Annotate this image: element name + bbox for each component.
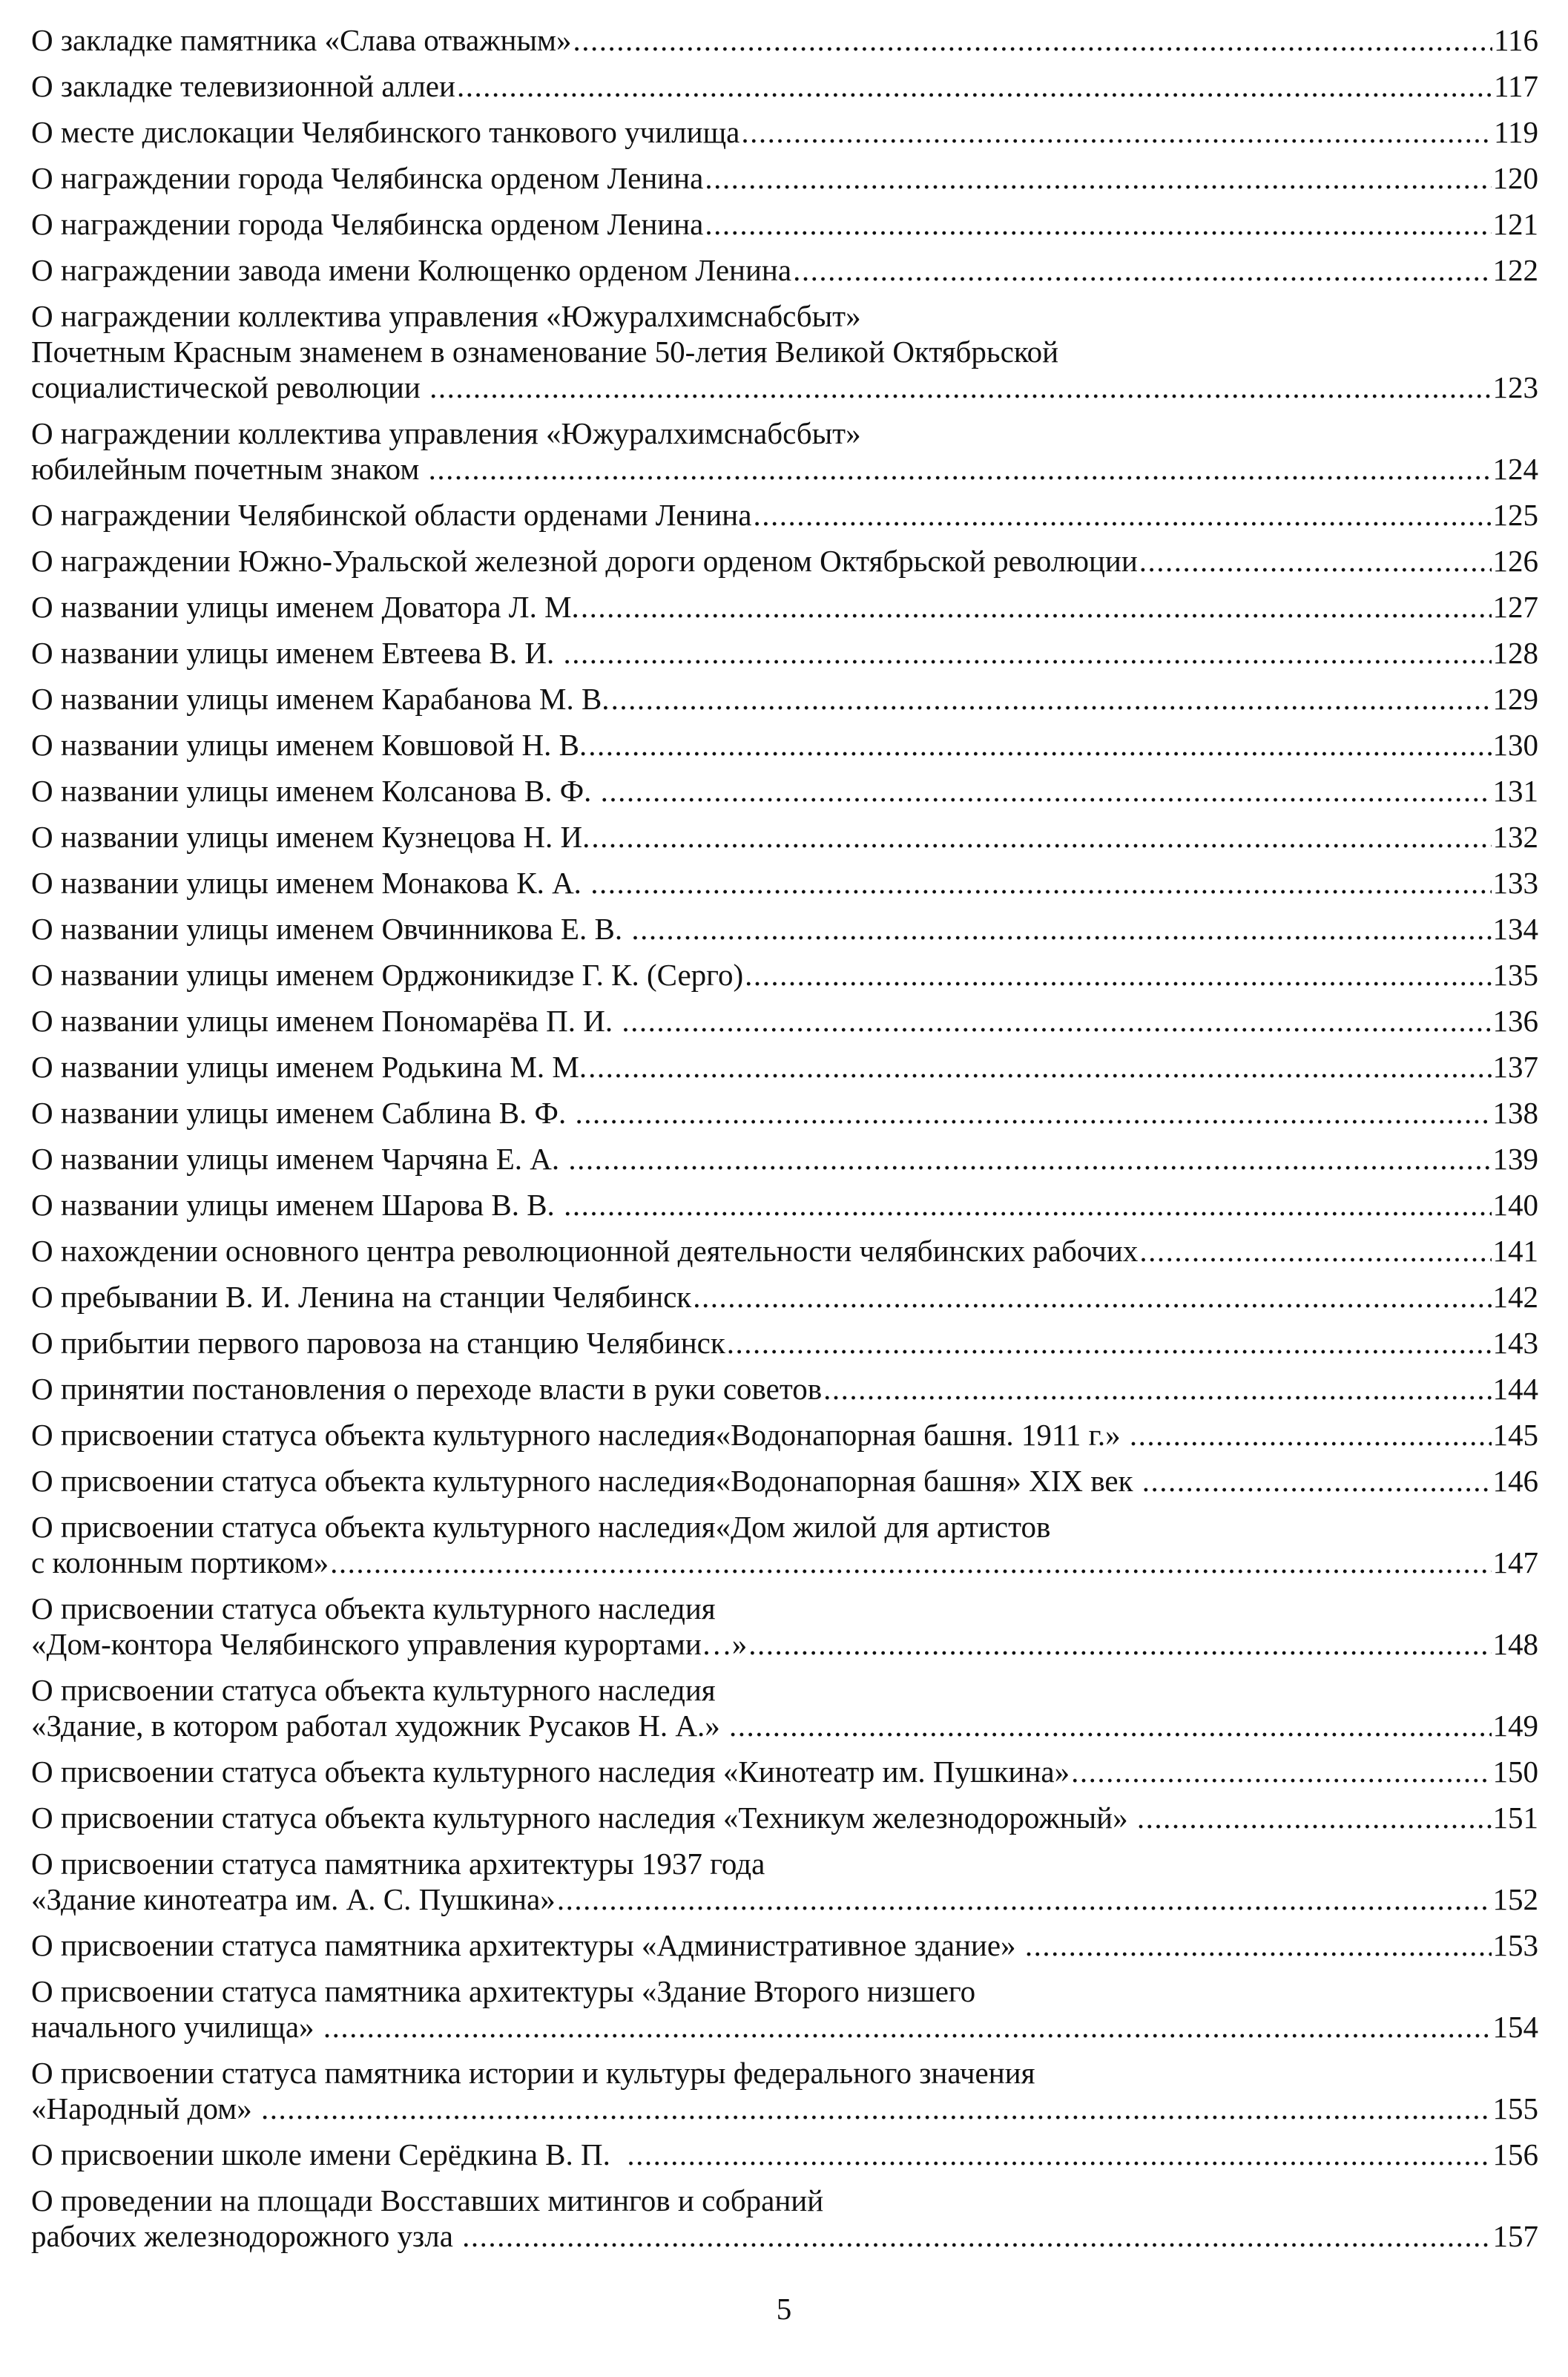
toc-entry: [31, 1095, 1538, 1131]
dot-leader: [1142, 1463, 1492, 1499]
toc-page-number: 134: [1492, 912, 1538, 946]
dot-leader: [563, 635, 1491, 671]
toc-page-number: 121: [1492, 207, 1538, 241]
dot-leader: [568, 1141, 1491, 1177]
toc-page-number: 148: [1492, 1627, 1538, 1661]
toc-entry-title: О названии улицы именем Карабанова М. В.: [31, 682, 610, 716]
dot-leader: [588, 1049, 1491, 1085]
toc-page-number: 119: [1494, 115, 1538, 149]
toc-entry-title: О названии улицы именем Саблина В. Ф.: [31, 1096, 574, 1130]
toc-entry-title: О названии улицы именем Евтеева В. И.: [31, 636, 562, 670]
toc-page-number: 147: [1492, 1545, 1538, 1579]
toc-entry-row: [31, 1545, 1538, 1580]
toc-entry-title: «Здание, в котором работал художник Русаков Н. А.»: [31, 1709, 728, 1743]
toc-entry-row: [31, 911, 1538, 947]
toc-page-number: 144: [1492, 1372, 1538, 1406]
dot-leader: [601, 773, 1492, 809]
toc-entry-row: [31, 2091, 1538, 2126]
toc-page-number: 127: [1492, 590, 1538, 624]
toc-page-number: 135: [1492, 958, 1538, 992]
dot-leader: [557, 1881, 1492, 1917]
toc-entry: [31, 1187, 1538, 1223]
toc-page-number: 137: [1492, 1050, 1538, 1084]
toc-entry: [31, 1591, 1538, 1662]
toc-entry: [31, 1279, 1538, 1315]
toc-entry-row: [31, 1708, 1538, 1743]
toc-entry-title: О прибытии первого паровоза на станцию Челябинск: [31, 1326, 725, 1360]
toc-page-number: 139: [1492, 1142, 1538, 1176]
dot-leader: [590, 865, 1491, 901]
toc-entry-line: О присвоении статуса объекта культурного наследия: [31, 1591, 716, 1625]
toc-entry: [31, 22, 1538, 58]
toc-entry-title: О пребывании В. И. Ленина на станции Челябинск: [31, 1280, 692, 1314]
toc-entry-row: [31, 1049, 1538, 1085]
toc-page-number: 122: [1492, 253, 1538, 287]
dot-leader: [1139, 1233, 1491, 1269]
toc-page-number: 140: [1492, 1188, 1538, 1222]
toc-entry-title: О названии улицы именем Монакова К. А.: [31, 866, 590, 900]
toc-entry: [31, 543, 1538, 579]
toc-page-number: 123: [1492, 370, 1538, 404]
toc-entry-title: О присвоении статуса объекта культурного наследия «Кинотеатр им. Пушкина»: [31, 1755, 1070, 1789]
toc-entry-row: [31, 773, 1538, 809]
toc-entry-line: О присвоении статуса объекта культурного наследия: [31, 1673, 716, 1707]
toc-entry-title: социалистической революции: [31, 370, 429, 404]
toc-entry: [31, 1325, 1538, 1361]
toc-entry-row: [31, 1417, 1538, 1453]
toc-entry-row: [31, 451, 1538, 487]
dot-leader: [729, 1708, 1492, 1743]
toc-entry-title: О месте дислокации Челябинского танкового училища: [31, 115, 740, 149]
toc-entry-line: О присвоении статуса памятника истории и культуры федерального значения: [31, 2056, 1035, 2090]
toc-entry-row: [31, 957, 1538, 993]
dot-leader: [622, 1003, 1491, 1039]
toc-entry-row: [31, 114, 1538, 150]
dot-leader: [727, 1325, 1492, 1361]
toc-entry: [31, 160, 1538, 196]
toc-entry: [31, 865, 1538, 901]
toc-page-number: 130: [1492, 728, 1538, 762]
toc-entry-row: [31, 635, 1538, 671]
dot-leader: [591, 819, 1491, 855]
toc-entry-row: [31, 68, 1538, 104]
toc-page-number: 146: [1492, 1464, 1538, 1498]
dot-leader: [1137, 1800, 1492, 1835]
toc-entry: [31, 298, 1538, 405]
toc-entry-line: Почетным Красным знаменем в ознаменование 50-летия Великой Октябрьской: [31, 335, 1059, 369]
dot-leader: [330, 1545, 1491, 1580]
toc-page-number: 151: [1492, 1801, 1538, 1835]
toc-entry-title: О названии улицы именем Чарчяна Е. А.: [31, 1142, 567, 1176]
dot-leader: [588, 727, 1491, 763]
dot-leader: [429, 451, 1492, 487]
toc-entry-title: О названии улицы именем Ковшовой Н. В.: [31, 728, 587, 762]
dot-leader: [627, 2137, 1491, 2172]
toc-entry-title: О присвоении статуса объекта культурного наследия«Водонапорная башня» XIX век: [31, 1464, 1141, 1498]
dot-leader: [581, 589, 1492, 625]
toc-page-number: 152: [1492, 1882, 1538, 1916]
toc-entry-row: [31, 1371, 1538, 1407]
dot-leader: [429, 369, 1491, 405]
toc-page-number: 156: [1492, 2137, 1538, 2171]
toc-entry-row: [31, 1325, 1538, 1361]
toc-entry-row: [31, 206, 1538, 242]
toc-entry: [31, 252, 1538, 288]
toc-page-number: 133: [1492, 866, 1538, 900]
dot-leader: [575, 1095, 1491, 1131]
toc-entry-row: [31, 589, 1538, 625]
toc-entry-row: [31, 1463, 1538, 1499]
toc-entry-title: О присвоении статуса объекта культурного наследия«Водонапорная башня. 1911 г.»: [31, 1418, 1128, 1452]
toc-page-number: 125: [1492, 498, 1538, 532]
toc-page-number: 150: [1492, 1755, 1538, 1789]
toc-entry-title: О награждении Челябинской области орденами Ленина: [31, 498, 752, 532]
toc-entry-title: О награждении завода имени Колющенко орденом Ленина: [31, 253, 792, 287]
dot-leader: [1130, 1417, 1492, 1453]
toc-entry-title: начального училища»: [31, 2010, 322, 2044]
toc-entry-line: О присвоении статуса объекта культурного наследия«Дом жилой для артистов: [31, 1510, 1051, 1544]
toc-entry-row: [31, 1754, 1538, 1789]
toc-entry-title: «Дом-контора Челябинского управления курортами…»: [31, 1627, 748, 1661]
toc-page-number: 131: [1492, 774, 1538, 808]
toc-entry: [31, 497, 1538, 533]
toc-entry-line: О присвоении статуса памятника архитектуры 1937 года: [31, 1847, 765, 1881]
toc-entry-title: «Здание кинотеатра им. А. С. Пушкина»: [31, 1882, 556, 1916]
toc-entry: [31, 2055, 1538, 2126]
toc-entry-row: [31, 252, 1538, 288]
dot-leader: [693, 1279, 1491, 1315]
dot-leader: [261, 2091, 1492, 2126]
toc-entry: [31, 1417, 1538, 1453]
toc-entry-row: [31, 865, 1538, 901]
toc-page-number: 153: [1492, 1928, 1538, 1962]
toc-entry-row: [31, 2009, 1538, 2045]
toc-entry-title: О награждении города Челябинска орденом Ленина: [31, 207, 704, 241]
toc-page-number: 157: [1492, 2219, 1538, 2253]
toc-entry-row: [31, 1279, 1538, 1315]
toc-entry: [31, 1973, 1538, 2045]
toc-entry-line: О награждении коллектива управления «Южуралхимснабсбыт»: [31, 299, 861, 333]
toc-entry-title: О принятии постановления о переходе власти в руки советов: [31, 1372, 823, 1406]
toc-page-number: 129: [1492, 682, 1538, 716]
toc-entry-title: О названии улицы именем Орджоникидзе Г. К. (Серго): [31, 958, 744, 992]
toc-entry-line: О присвоении статуса памятника архитектуры «Здание Второго низшего: [31, 1974, 976, 2008]
toc-entry-title: О названии улицы именем Родькина М. М.: [31, 1050, 587, 1084]
toc-entry-row: [31, 681, 1538, 717]
toc-entry-title: О названии улицы именем Колсанова В. Ф.: [31, 774, 599, 808]
toc-entry-row: [31, 1141, 1538, 1177]
toc-entry-title: О присвоении статуса объекта культурного наследия «Техникум железнодорожный»: [31, 1801, 1136, 1835]
toc-entry-title: О награждении Южно-Уральской железной дороги орденом Октябрьской революции: [31, 544, 1138, 578]
dot-leader: [745, 957, 1491, 993]
toc-entry: [31, 773, 1538, 809]
toc-entry-row: [31, 727, 1538, 763]
toc-page-number: 116: [1494, 23, 1538, 57]
toc-entry: [31, 1049, 1538, 1085]
toc-entry: [31, 2183, 1538, 2254]
toc-entry: [31, 957, 1538, 993]
toc-entry: [31, 681, 1538, 717]
toc-entry-row: [31, 160, 1538, 196]
toc-page-number: 142: [1492, 1280, 1538, 1314]
toc-entry: [31, 68, 1538, 104]
dot-leader: [631, 911, 1491, 947]
toc-entry-line: О награждении коллектива управления «Южуралхимснабсбыт»: [31, 416, 861, 450]
toc-entry-title: О названии улицы именем Овчинникова Е. В.: [31, 912, 630, 946]
toc-entry-row: [31, 2218, 1538, 2254]
toc-entry-title: О названии улицы именем Шарова В. В.: [31, 1188, 563, 1222]
toc-entry-title: О закладке телевизионной аллеи: [31, 69, 455, 103]
toc-entry-row: [31, 1626, 1538, 1662]
toc-entry: [31, 635, 1538, 671]
dot-leader: [793, 252, 1491, 288]
toc-entry: [31, 1800, 1538, 1835]
dot-leader: [323, 2009, 1492, 2045]
toc-entry: [31, 114, 1538, 150]
dot-leader: [1025, 1927, 1492, 1963]
dot-leader: [462, 2218, 1491, 2254]
toc-entry-title: «Народный дом»: [31, 2091, 260, 2126]
toc-page-number: 143: [1492, 1326, 1538, 1360]
toc-entry: [31, 1846, 1538, 1917]
toc-entry-title: О присвоении школе имени Серёдкина В. П.: [31, 2137, 626, 2171]
toc-entry-row: [31, 1800, 1538, 1835]
toc-page-number: 149: [1492, 1709, 1538, 1743]
toc-entry-row: [31, 2137, 1538, 2172]
toc-entry-title: О награждении города Челябинска орденом Ленина: [31, 161, 704, 195]
toc-page-number: 154: [1492, 2010, 1538, 2044]
toc-entry-row: [31, 1187, 1538, 1223]
toc-entry: [31, 1463, 1538, 1499]
toc-entry-row: [31, 1003, 1538, 1039]
toc-entry: [31, 1927, 1538, 1963]
toc-entry: [31, 415, 1538, 487]
toc-page-number: 132: [1492, 820, 1538, 854]
toc-entry-title: О присвоении статуса памятника архитектуры «Административное здание»: [31, 1928, 1024, 1962]
toc-page-number: 138: [1492, 1096, 1538, 1130]
toc-entry: [31, 911, 1538, 947]
toc-page-number: 136: [1492, 1004, 1538, 1038]
page-footer-number: 5: [776, 2292, 792, 2326]
toc-page-number: 117: [1494, 69, 1538, 103]
toc-entry-row: [31, 1095, 1538, 1131]
toc-entry: [31, 1141, 1538, 1177]
toc-entry: [31, 1233, 1538, 1269]
dot-leader: [753, 497, 1491, 533]
toc-entry: [31, 589, 1538, 625]
dot-leader: [705, 206, 1491, 242]
dot-leader: [1071, 1754, 1491, 1789]
toc-entry-title: О названии улицы именем Доватора Л. М.: [31, 590, 579, 624]
toc-entry-line: О проведении на площади Восставших митингов и собраний: [31, 2183, 824, 2217]
dot-leader: [823, 1371, 1491, 1407]
dot-leader: [457, 68, 1492, 104]
dot-leader: [748, 1626, 1491, 1662]
toc-page-number: 145: [1492, 1418, 1538, 1452]
toc-entry: [31, 2137, 1538, 2172]
toc-entry: [31, 206, 1538, 242]
toc-entry: [31, 1509, 1538, 1580]
toc-entry-row: [31, 1881, 1538, 1917]
toc-entry-row: [31, 497, 1538, 533]
toc-entry-row: [31, 819, 1538, 855]
dot-leader: [741, 114, 1492, 150]
toc-entry: [31, 819, 1538, 855]
dot-leader: [705, 160, 1491, 196]
toc-entry-title: О закладке памятника «Слава отважным»: [31, 23, 572, 57]
toc-entry-title: юбилейным почетным знаком: [31, 452, 427, 486]
dot-leader: [611, 681, 1492, 717]
toc-entry-title: О названии улицы именем Кузнецова Н. И.: [31, 820, 590, 854]
toc-entry: [31, 727, 1538, 763]
toc-entry: [31, 1003, 1538, 1039]
toc-entry: [31, 1371, 1538, 1407]
toc-entry-row: [31, 1233, 1538, 1269]
toc-entry-title: О названии улицы именем Пономарёва П. И.: [31, 1004, 621, 1038]
toc-page-number: 141: [1492, 1234, 1538, 1268]
dot-leader: [564, 1187, 1491, 1223]
dot-leader: [1139, 543, 1492, 579]
toc-entry: [31, 1672, 1538, 1743]
toc-page-number: 124: [1492, 452, 1538, 486]
toc-entry-row: [31, 1927, 1538, 1963]
toc-page-number: 128: [1492, 636, 1538, 670]
toc-entry-row: [31, 543, 1538, 579]
toc-entry-title: с колонным портиком»: [31, 1545, 329, 1579]
toc-entry-row: [31, 369, 1538, 405]
toc-list: [31, 22, 1538, 2254]
toc-entry-title: рабочих железнодорожного узла: [31, 2219, 461, 2253]
toc-entry-row: [31, 22, 1538, 58]
toc-entry-title: О нахождении основного центра революционной деятельности челябинских рабочих: [31, 1234, 1139, 1268]
toc-page-number: 155: [1492, 2091, 1538, 2126]
toc-page-number: 120: [1492, 161, 1538, 195]
toc-page-number: 126: [1492, 544, 1538, 578]
dot-leader: [573, 22, 1492, 58]
toc-entry: [31, 1754, 1538, 1789]
